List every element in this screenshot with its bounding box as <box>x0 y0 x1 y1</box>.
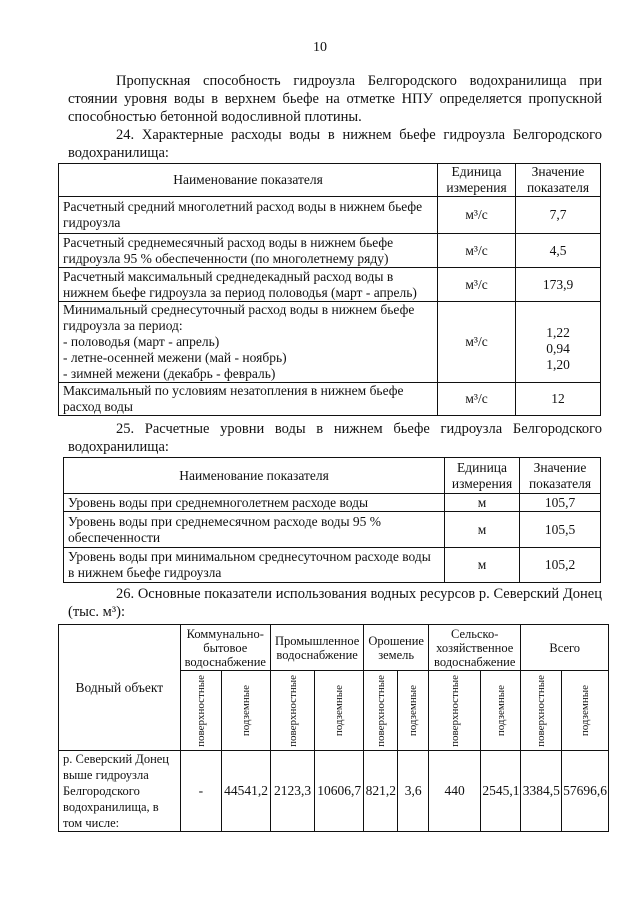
table-row: Расчетный максимальный среднедекадный расход воды в нижнем бьефе гидроузла за период половодья (март - апрель) м³/с 173,9 <box>59 268 601 302</box>
table-subheader-row: поверхностные подземные поверхностные подземные поверхностные подземные поверхностные подземные поверхностные подземные <box>59 671 609 751</box>
page-number: 10 <box>313 40 327 55</box>
table-flow-rates <box>58 163 601 416</box>
table-row: Минимальный среднесуточный расход воды в нижнем бьефе гидроузла за период: - половодья (март - апрель) - летне-осенней межени (май - ноябрь) - зимней межени (декабрь - февраль) м³/с 1,22 0,94 1,20 <box>59 302 601 383</box>
table-row: р. Северский Донец выше гидроузла Белгородского водохранилища, в том числе: - 44541,2 2123,3 10606,7 821,2 3,6 440 2545,1 3384,5 57696,6 <box>59 751 609 832</box>
intro-paragraph <box>68 72 602 126</box>
table-row: Уровень воды при среднемноголетнем расходе воды м 105,7 <box>64 494 601 512</box>
header-unit: Единица измерения <box>438 164 516 197</box>
section-25-heading: 25. Расчетные уровни воды в нижнем бьефе гидроузла Белгородского водохранилища: <box>68 421 602 455</box>
table-header-row <box>59 164 601 197</box>
table-header-row: Водный объект Коммунально-бытовое водоснабжение Промышленное водоснабжение Орошение земель Сельско-хозяйственное водоснабжение Всего <box>59 625 609 671</box>
table-row: Расчетный средний многолетний расход воды в нижнем бьефе гидроузла м³/с 7,7 <box>59 197 601 234</box>
table-row: Максимальный по условиям незатопления в нижнем бьефе расход воды м³/с 12 <box>59 383 601 416</box>
table-water-usage <box>58 624 609 832</box>
table-row: Расчетный среднемесячный расход воды в нижнем бьефе гидроузла 95 % обеспеченности (по многолетнему ряду) м³/с 4,5 <box>59 234 601 268</box>
table-row: Уровень воды при среднемесячном расходе воды 95 % обеспеченности м 105,5 <box>64 512 601 548</box>
table-header-row: Наименование показателя Единица измерения Значение показателя <box>64 458 601 494</box>
header-name: Наименование показателя <box>59 164 438 197</box>
table-water-levels <box>63 457 601 583</box>
section-26-heading: 26. Основные показатели использования водных ресурсов р. Северский Донец (тыс. м³): <box>68 586 602 620</box>
section-24-heading: 24. Характерные расходы воды в нижнем бьефе гидроузла Белгородского водохранилища: <box>68 127 602 161</box>
header-value: Значение показателя <box>516 164 601 197</box>
table-row: Уровень воды при минимальном среднесуточном расходе воды в нижнем бьефе гидроузла м 105,2 <box>64 548 601 583</box>
intro-text: Пропускная способность гидроузла Белгородского водохранилища при стоянии уровня воды в верхнем бьефе на отметке НПУ определяется пропускной способностью бетонной водосливной плотины. <box>68 73 602 125</box>
